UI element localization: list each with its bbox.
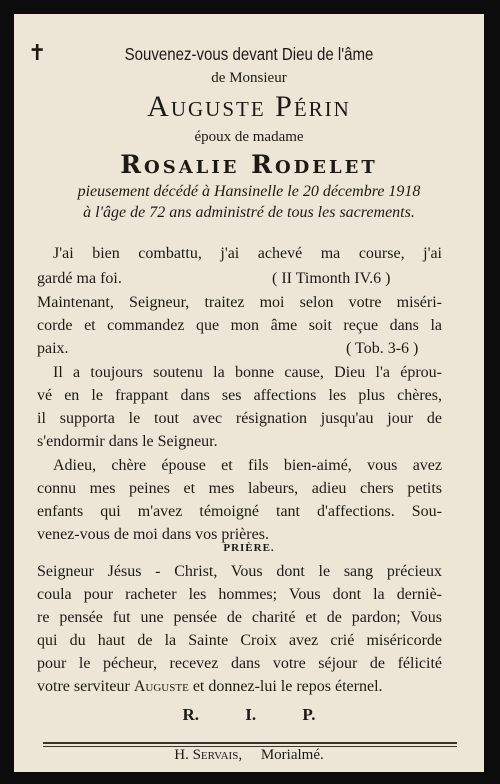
prayer-line: qui du haut de la Sainte Croix avez crié miséricorde [37,632,442,649]
farewell-line: venez-vous de moi dans vos prières. [37,526,269,543]
invocation-line: Souvenez-vous devant Dieu de l'âme [124,44,374,64]
deceased-first-name: Auguste [133,678,189,695]
printer-imprint [14,747,484,764]
verse-line: gardé ma foi. [37,270,122,287]
verse-line: J'ai bien combattu, j'ai achevé ma course, j'ai [53,245,442,262]
tribute-line: Il a toujours soutenu la bonne cause, Dieu l'a éprou- [53,364,442,381]
verse-line: paix. [37,340,69,357]
divider [43,742,457,744]
farewell-line: connu mes peines et mes labeurs, adieu chers petits [37,480,442,497]
prayer-line: pour le pécheur, recevez dans votre séjour de félicité [37,655,442,672]
prayer-line: coula pour racheter les hommes; Vous dont la derniè- [37,586,442,603]
prayer-text: votre serviteur [37,678,134,695]
spouse-name: Rosalie Rodelet [120,150,378,179]
age-sacraments-line: à l'âge de 72 ans administré de tous les sacrements. [83,204,415,221]
farewell-line: enfants qui m'avez témoigné tant d'affections. Sou- [37,503,442,520]
verse-line: Maintenant, Seigneur, traitez moi selon votre miséri- [37,294,442,311]
cross-icon: ✝ [28,40,47,65]
tribute-line: s'endormir dans le Seigneur. [37,433,218,450]
prayer-line: Seigneur Jésus - Christ, Vous dont le sang précieux [37,563,442,580]
scripture-reference: ( Tob. 3-6 ) [346,340,419,357]
printer-city: Morialmé. [260,747,324,763]
monsieur-line: de Monsieur [211,70,287,86]
tribute-line: il supporta le tout avec résignation jusqu'au jour de [37,410,442,427]
prayer-text: et donnez-lui le repos éternel. [188,678,383,695]
printer-name: H. Servais, [174,747,243,763]
farewell-line: Adieu, chère épouse et fils bien-aimé, vous avez [53,457,442,474]
scripture-reference: ( II Timonth IV.6 ) [272,270,391,287]
deceased-name: Auguste Périn [147,90,351,123]
spouse-intro-line: époux de madame [194,129,304,145]
prayer-line: re pensée fut une pensée de charité et de pardon; Vous [37,609,442,626]
tribute-line: vé en le frappant dans ses affections les plus chères, [37,387,442,404]
prayer-line [37,678,442,696]
rip-text: R. I. P. [182,705,316,724]
prayer-heading: PRIÈRE. [223,542,275,554]
death-details-line: pieusement décédé à Hansinelle le 20 décembre 1918 [77,183,421,200]
verse-line: corde et commandez que mon âme soit reçue dans la [37,317,442,334]
